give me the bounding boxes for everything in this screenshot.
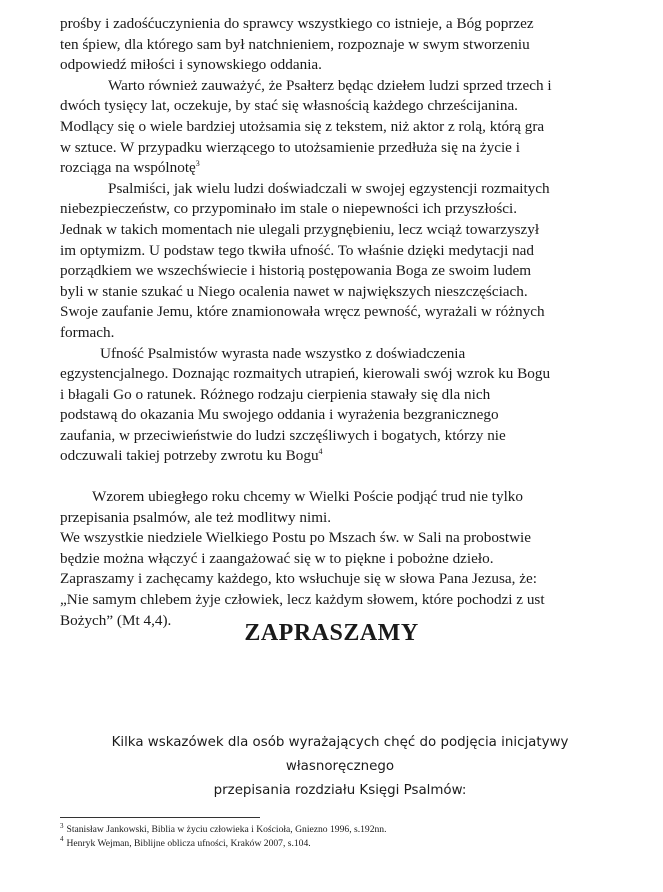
paragraph-4: Ufność Psalmistów wyrasta nade wszystko z doświadczenia egzystencjalnego. Doznając rozmaitych utrapień, kierowali swój wzrok ku Bogu i błagali Go o ratunek. Różnego rodzaju cierpienia stawały się dla nich podstawą do okazania Mu swojego oddania i wyrażenia bezgranicznego zaufania, w przeciwieństwie do ludzi szczęśliwych i bogatych, którzy nie odczuwali takiej potrzeby zwrotu ku Bogu$^4$ bbox=[60, 344, 551, 465]
guidelines-line: przepisania rozdziału Księgi Psalmów: bbox=[213, 783, 467, 798]
footnotes bbox=[60, 823, 620, 850]
body-text bbox=[60, 14, 620, 631]
invitation-heading: ZAPRASZAMY bbox=[244, 620, 419, 646]
footnote-ref-4: 4 bbox=[318, 447, 323, 457]
paragraph-2: Warto również zauważyć, że Psałterz będąc dziełem ludzi sprzed trzech i dwóch tysięcy lat, oczekuje, by stać się własnością każdego chrześcijanina. Modlący się o wiele bardziej utożsamia się z tekstem, niż aktor z rolą, którą gra w sztuce. W przypadku wierzącego to utożsamienie przedłuża się na życie i rozciąga na wspólnotę$^3$ bbox=[60, 76, 552, 177]
paragraph-spacer bbox=[60, 467, 620, 487]
guidelines-line: Kilka wskazówek dla osób wyrażających chęć do podjęcia inicjatywy własnoręcznego bbox=[111, 735, 569, 774]
paragraph-3: Psalmiści, jak wielu ludzi doświadczali w swojej egzystencji rozmaitych niebezpieczeństw, co przypominało im stale o niepewności ich przyszłości. Jednak w takich momentach nie ulegali przygnębieniu, lecz wciąż towarzyszył im optymizm. U podstaw tego tkwiła ufność. To właśnie dzięki medytacji nad porządkiem we wszechświecie i historią postępowania Boga ze swoim ludem byli w stanie szukać u Niego ocalenia nawet w największych nieszczęściach. Swoje zaufanie Jemu, które znamionowała wręcz pewność, wyrażali w różnych formach. bbox=[60, 179, 550, 341]
footnote-4: $^4$ Henryk Wejman, Biblijne oblicza ufności, Kraków 2007, s.104. bbox=[60, 835, 311, 849]
footnote-3: $^3$ Stanisław Jankowski, Biblia w życiu człowieka i Kościoła, Gniezno 1996, s.192nn. bbox=[60, 821, 387, 835]
footnote-separator bbox=[60, 817, 260, 818]
paragraph-5: Wzorem ubiegłego roku chcemy w Wielki Poście podjąć trud nie tylko przepisania psalmów, ale też modlitwy nimi. We wszystkie niedziele Wielkiego Postu po Mszach św. w Sali na probostwie będzie można włączyć i zaangażować się w to piękne i pobożne dzieło. Zapraszamy i zachęcamy każdego, kto wsłuchuje się w słowa Pana Jezusa, że: „Nie samym chlebem żyje człowiek, lecz każdym słowem, które pochodzi z ust Bożych” (Mt 4,4). bbox=[60, 488, 545, 629]
guidelines-subheading bbox=[60, 731, 620, 803]
footnote-ref-3: 3 bbox=[195, 159, 200, 169]
paragraph-1: prośby i zadośćuczynienia do sprawcy wszystkiego co istnieje, a Bóg poprzez ten śpiew, dla którego sam był natchnieniem, rozpoznaje w swym stworzeniu odpowiedź miłości i synowskiego oddania. bbox=[60, 15, 534, 74]
